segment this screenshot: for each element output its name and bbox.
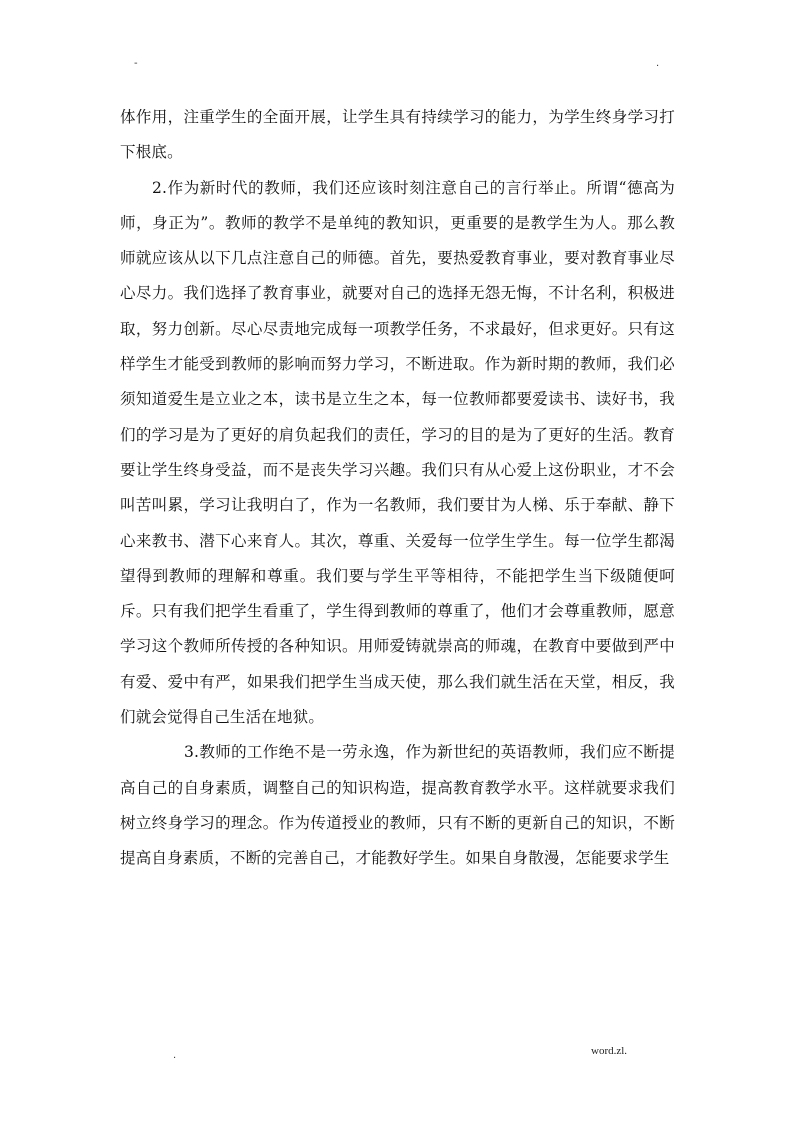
header-mark-left: - — [134, 58, 138, 69]
footer-mark-left: . — [173, 1050, 177, 1061]
paragraph-continuation: 体作用，注重学生的全面开展，让学生具有持续学习的能力，为学生终身学习打下根底。 — [120, 108, 675, 162]
paragraph-teacher-ethics: 2.作为新时代的教师，我们还应该时刻注意自己的言行举止。所谓“德高为师，身正为”。教师的教学不是单纯的教知识，更重要的是教学生为人。那么教师就应该从以下几点注意自己的师德。首先，要热爱教育事业，要对教育事业尽心尽力。我们选择了教育事业，就要对自己的选择无怨无悔，不计名利，积极进取，努力创新。尽心尽责地完成每一项教学任务，不求最好，但求更好。只有这样学生才能受到教师的影响而努力学习，不断进取。作为新时期的教师，我们必须知道爱生是立业之本，读书是立生之本，每一位教师都要爱读书、读好书，我们的学习是为了更好的肩负起我们的责任，学习的目的是为了更好的生活。教育要让学生终身受益，而不是丧失学习兴趣。我们只有从心爱上这份职业，才不会叫苦叫累，学习让我明白了，作为一名教师，我们要甘为人梯、乐于奉献、静下心来教书、潜下心来育人。其次，尊重、关爱每一位学生学生。每一位学生都渴望得到教师的理解和尊重。我们要与学生平等相待，不能把学生当下级随便呵斥。只有我们把学生看重了，学生得到教师的尊重了，他们才会尊重教师，愿意学习这个教师所传授的各种知识。用师爱铸就崇高的师魂，在教育中要做到严中有爱、爱中有严，如果我们把学生当成天使，那么我们就生活在天堂，相反，我们就会觉得自己生活在地狱。 — [120, 178, 675, 727]
footer-source: word.zl. — [591, 1045, 628, 1057]
paragraph-lifelong-learning: 3.教师的工作绝不是一劳永逸，作为新世纪的英语教师，我们应不断提高自己的自身素质，调整自己的知识构造，提高教育教学水平。这样就要求我们树立终身学习的理念。作为传道授业的教师，只有不断的更新自己的知识，不断提高自身素质，不断的完善自己，才能教好学生。如果自身散漫，怎能要求学生 — [120, 743, 675, 868]
header-mark-right: . — [656, 58, 660, 69]
document-body — [120, 100, 675, 877]
